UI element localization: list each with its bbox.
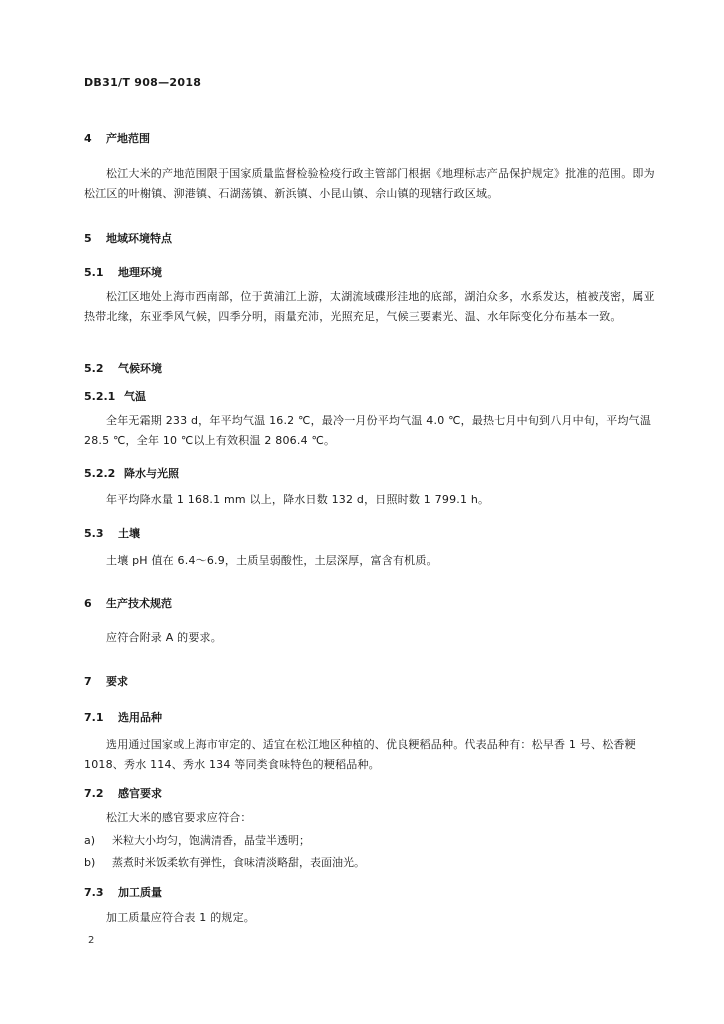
heading-5: [84, 230, 172, 246]
paragraph-7-3: 加工质量应符合表 1 的规定。: [106, 911, 255, 924]
page-number: 2: [88, 935, 95, 946]
heading-number: 7.3: [84, 886, 104, 899]
heading-title: 气候环境: [118, 362, 162, 375]
heading-5-2: [84, 360, 162, 376]
heading-7-2: [84, 785, 162, 801]
heading-6: [84, 595, 172, 611]
heading-7-1: [84, 709, 162, 725]
paragraph-7-1: 选用通过国家或上海市审定的、适宜在松江地区种植的、优良粳稻品种。代表品种有：松早香 1 号、松香粳 1018、秀水 114、秀水 134 等同类食味特色的粳稻品种。: [84, 738, 636, 771]
heading-title: 生产技术规范: [106, 597, 172, 610]
heading-5-2-1: [84, 388, 146, 404]
heading-title: 气温: [124, 390, 146, 403]
heading-title: 降水与光照: [124, 467, 179, 480]
heading-5-3: [84, 525, 140, 541]
list-text: 米粒大小均匀，饱满清香，晶莹半透明；: [112, 834, 310, 847]
heading-4: [84, 130, 150, 146]
heading-title: 土壤: [118, 527, 140, 540]
heading-number: 5: [84, 232, 92, 245]
heading-number: 5.2: [84, 362, 104, 375]
paragraph-5-3: 土壤 pH 值在 6.4～6.9，土质呈弱酸性，土层深厚，富含有机质。: [106, 554, 438, 567]
paragraph-6: 应符合附录 A 的要求。: [106, 631, 222, 644]
heading-5-2-2: [84, 465, 179, 481]
heading-7-3: [84, 884, 162, 900]
heading-number: 4: [84, 132, 92, 145]
heading-title: 选用品种: [118, 711, 162, 724]
heading-number: 6: [84, 597, 92, 610]
list-item: [84, 853, 660, 873]
heading-title: 感官要求: [118, 787, 162, 800]
list-marker: a): [84, 834, 96, 847]
heading-title: 产地范围: [106, 132, 150, 145]
heading-number: 5.2.2: [84, 467, 116, 480]
standard-code: DB31/T 908—2018: [84, 76, 202, 89]
heading-7: [84, 673, 128, 689]
heading-title: 要求: [106, 675, 128, 688]
heading-number: 7.2: [84, 787, 104, 800]
list-marker: b): [84, 856, 96, 869]
paragraph-5-2-1: 全年无霜期 233 d，年平均气温 16.2 ℃，最冷一月份平均气温 4.0 ℃，最热七月中旬到八月中旬，平均气温 28.5 ℃，全年 10 ℃以上有效积温 2 806.4 ℃。: [84, 414, 652, 447]
paragraph-5-2-2: 年平均降水量 1 168.1 mm 以上，降水日数 132 d，日照时数 1 799.1 h。: [106, 493, 490, 506]
list-item: [84, 831, 660, 851]
paragraph-4: 松江大米的产地范围限于国家质量监督检验检疫行政主管部门根据《地理标志产品保护规定》批准的范围。即为松江区的叶榭镇、泖港镇、石湖荡镇、新浜镇、小昆山镇、佘山镇的现辖行政区域。: [84, 167, 655, 200]
paragraph-5-1: 松江区地处上海市西南部，位于黄浦江上游，太湖流域碟形洼地的底部，湖泊众多，水系发达，植被茂密，属亚热带北缘，东亚季风气候，四季分明，雨量充沛，光照充足，气候三要素光、温、水年际变化分布基本一致。: [84, 290, 655, 323]
heading-title: 地理环境: [118, 266, 162, 279]
heading-number: 5.2.1: [84, 390, 116, 403]
list-text: 蒸煮时米饭柔软有弹性，食味清淡略甜，表面油光。: [112, 856, 365, 869]
heading-number: 7: [84, 675, 92, 688]
heading-number: 5.3: [84, 527, 104, 540]
heading-number: 5.1: [84, 266, 104, 279]
heading-title: 地域环境特点: [106, 232, 172, 245]
paragraph-7-2-intro: 松江大米的感官要求应符合：: [106, 811, 252, 824]
heading-5-1: [84, 264, 162, 280]
heading-number: 7.1: [84, 711, 104, 724]
heading-title: 加工质量: [118, 886, 162, 899]
